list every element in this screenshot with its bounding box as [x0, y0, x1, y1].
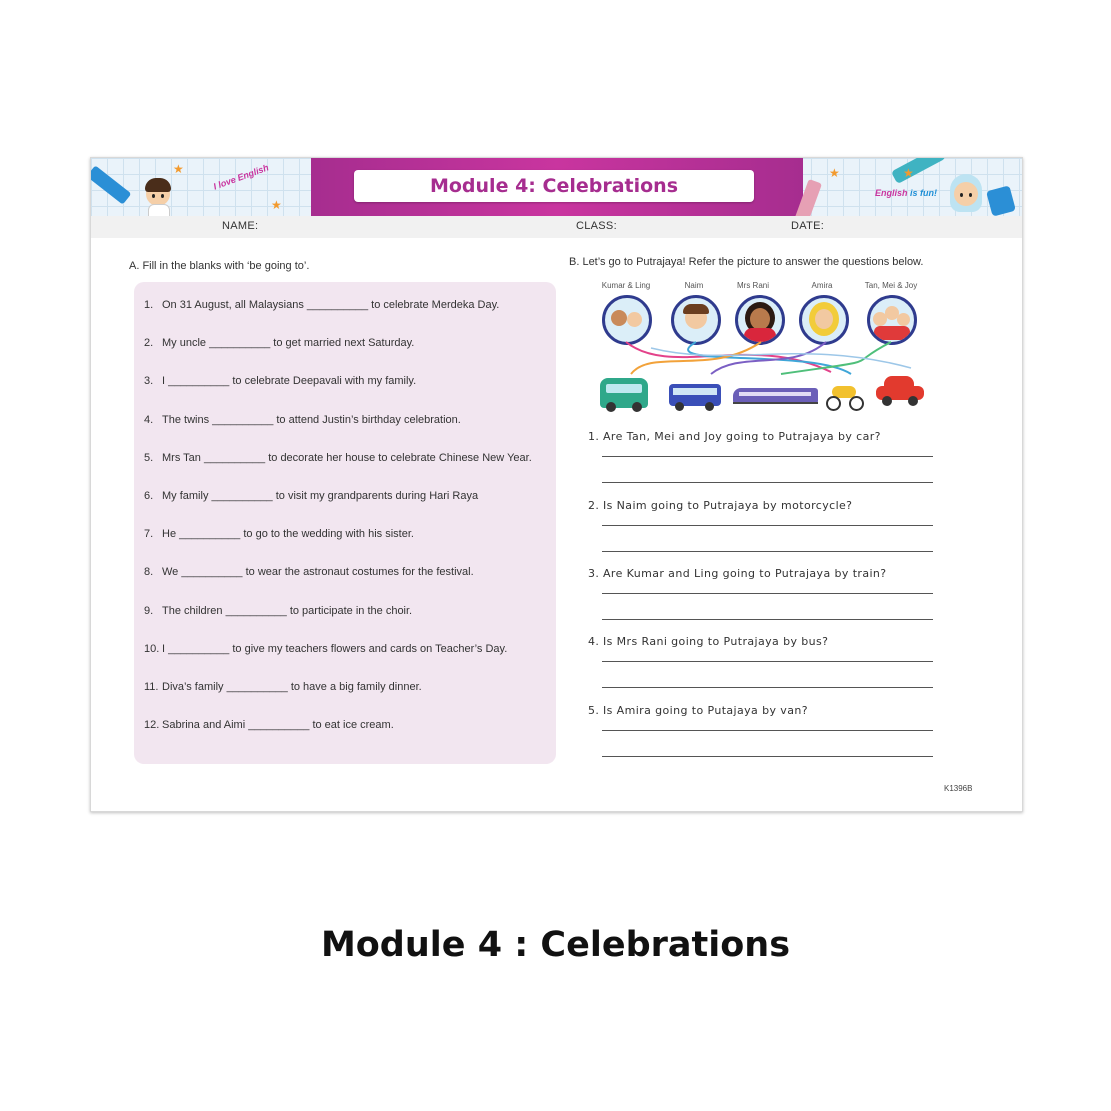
question-number: 3. [588, 567, 600, 580]
item-text: The twins __________ to attend Justin’s birthday celebration. [162, 413, 461, 426]
bus-icon [669, 384, 721, 406]
question-item [588, 567, 887, 580]
answer-line[interactable] [602, 482, 933, 483]
question-item [588, 430, 881, 443]
item-number: 1. [144, 299, 154, 311]
caption: Module 4 : Celebrations [320, 925, 791, 965]
van-icon [600, 378, 648, 408]
question-number: 4. [588, 635, 600, 648]
answer-line[interactable] [602, 730, 933, 731]
list-item [144, 566, 474, 578]
train-icon [733, 388, 818, 404]
answer-line[interactable] [602, 661, 933, 662]
person-label: Tan, Mei & Joy [864, 281, 918, 290]
maze-lines [591, 338, 931, 380]
section-b-heading: B. Let’s go to Putrajaya! Refer the picture to answer the questions below. [569, 256, 924, 268]
item-text: He __________ to go to the wedding with his sister. [162, 528, 414, 541]
marker-icon [891, 157, 946, 184]
item-number: 8. [144, 566, 154, 579]
question-text: Is Naim going to Putrajaya by motorcycle? [603, 499, 853, 512]
i-love-english-tag: I love English [212, 162, 270, 192]
item-text: Sabrina and Aimi __________ to eat ice cream. [162, 719, 394, 732]
star-icon: ★ [829, 166, 840, 180]
item-text: My family __________ to visit my grandparents during Hari Raya [162, 490, 479, 502]
person-label: Amira [811, 281, 833, 290]
student-info-bar [91, 216, 1022, 238]
list-item [144, 414, 461, 426]
question-item [588, 704, 808, 717]
product-code: K1396B [944, 784, 973, 793]
name-label: NAME: [222, 220, 259, 232]
english-is-fun-tag: English is fun! [875, 188, 938, 198]
sharpener-icon [986, 185, 1016, 216]
item-number: 9. [144, 604, 154, 617]
item-text: Diva’s family __________ to have a big family dinner. [162, 681, 422, 693]
item-text: Mrs Tan __________ to decorate her house to celebrate Chinese New Year. [162, 451, 532, 464]
item-number: 5. [144, 451, 154, 464]
list-item [144, 452, 532, 464]
person-label: Naim [684, 281, 704, 290]
item-text: I __________ to celebrate Deepavali with my family. [162, 375, 417, 388]
question-number: 1. [588, 430, 600, 443]
question-item [588, 635, 828, 648]
header-banner [91, 158, 1022, 216]
answer-line[interactable] [602, 687, 933, 688]
date-label: DATE: [791, 220, 825, 232]
section-a-heading: A. Fill in the blanks with ‘be going to’. [129, 260, 310, 272]
question-number: 5. [588, 704, 600, 717]
item-number: 6. [144, 490, 154, 502]
item-text: On 31 August, all Malaysians __________ to celebrate Merdeka Day. [162, 299, 500, 311]
answer-line[interactable] [602, 619, 933, 620]
answer-line[interactable] [602, 456, 933, 457]
star-icon: ★ [173, 162, 184, 176]
item-number: 7. [144, 528, 154, 541]
item-number: 10. [144, 642, 160, 655]
class-label: CLASS: [576, 220, 617, 232]
item-number: 2. [144, 337, 154, 350]
item-number: 12. [144, 719, 160, 732]
list-item [144, 337, 414, 349]
item-text: I __________ to give my teachers flowers and cards on Teacher’s Day. [162, 642, 508, 655]
item-number: 11. [144, 681, 159, 693]
item-text: We __________ to wear the astronaut costumes for the festival. [162, 566, 474, 579]
list-item [144, 681, 422, 693]
list-item [144, 299, 499, 311]
list-item [144, 528, 414, 540]
star-icon: ★ [271, 198, 282, 212]
boy-illustration [141, 174, 175, 214]
answer-line[interactable] [602, 593, 933, 594]
item-number: 3. [144, 375, 154, 388]
question-text: Is Mrs Rani going to Putrajaya by bus? [603, 635, 829, 648]
motorcycle-icon [824, 380, 864, 408]
person-label: Kumar & Ling [601, 281, 651, 290]
worksheet [90, 157, 1023, 812]
item-text: The children __________ to participate in the choir. [162, 604, 413, 617]
question-number: 2. [588, 499, 600, 512]
star-icon: ★ [903, 166, 914, 180]
item-text: My uncle __________ to get married next Saturday. [162, 337, 415, 350]
list-item [144, 643, 507, 655]
list-item [144, 490, 478, 502]
question-text: Are Tan, Mei and Joy going to Putrajaya by car? [603, 430, 881, 443]
pencil-icon [90, 165, 131, 204]
title-box [354, 170, 754, 202]
page-title: Module 4: Celebrations [429, 175, 679, 197]
item-number: 4. [144, 413, 154, 426]
question-item [588, 499, 852, 512]
question-text: Are Kumar and Ling going to Putrajaya by train? [603, 567, 887, 580]
list-item [144, 375, 416, 387]
question-text: Is Amira going to Putajaya by van? [603, 704, 808, 717]
person-label: Mrs Rani [736, 281, 769, 290]
girl-illustration [949, 172, 983, 212]
answer-line[interactable] [602, 551, 933, 552]
list-item [144, 605, 412, 617]
answer-line[interactable] [602, 525, 933, 526]
car-icon [876, 376, 924, 406]
answer-line[interactable] [602, 756, 933, 757]
list-item [144, 719, 394, 731]
